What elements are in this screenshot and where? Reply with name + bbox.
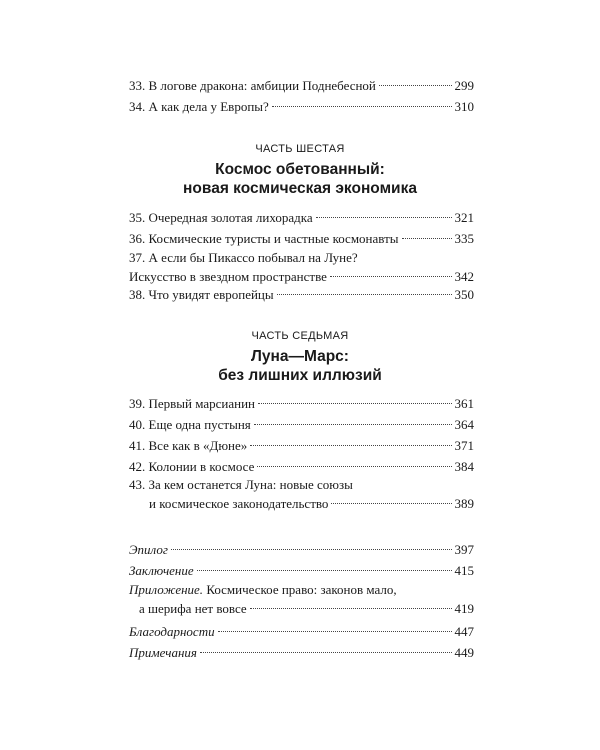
entry-title: 33. В логове дракона: амбиции Поднебесной	[129, 78, 376, 93]
page-number: 361	[454, 396, 474, 411]
entry-title: 37. А если бы Пикассо побывал на Луне?	[129, 250, 358, 265]
toc-entry	[129, 582, 474, 617]
part-title-line: новая космическая экономика	[183, 180, 417, 197]
toc-entry	[129, 210, 474, 226]
part-title	[0, 160, 600, 198]
toc-entry	[129, 231, 474, 247]
dot-leader	[402, 238, 452, 239]
dot-leader	[200, 652, 452, 653]
entry-title: 41. Все как в «Дюне»	[129, 438, 248, 453]
page-number: 415	[454, 563, 474, 578]
page-number: 299	[454, 78, 474, 93]
page-number: 384	[454, 459, 474, 474]
part-title	[0, 347, 600, 385]
entry-title: Эпилог	[129, 542, 168, 557]
page-number: 447	[454, 624, 474, 639]
entry-title: 40. Еще одна пустыня	[129, 417, 251, 432]
dot-leader	[171, 549, 452, 550]
page-number: 397	[454, 542, 474, 557]
dot-leader	[379, 85, 452, 86]
entry-title-continued: Искусство в звездном пространстве	[129, 269, 327, 284]
dot-leader	[218, 631, 452, 632]
dot-leader	[257, 466, 451, 467]
toc-entry	[129, 396, 474, 412]
toc-entry	[129, 78, 474, 94]
dot-leader	[254, 424, 452, 425]
entry-title: 43. За кем останется Луна: новые союзы	[129, 477, 353, 492]
part-label: ЧАСТЬ СЕДЬМАЯ	[251, 330, 349, 342]
entry-title: 38. Что увидят европейцы	[129, 287, 274, 302]
toc-entry	[129, 645, 474, 661]
entry-title	[129, 582, 397, 598]
toc-entry	[129, 459, 474, 475]
page-number: 371	[454, 438, 474, 453]
dot-leader	[330, 276, 452, 277]
page-number: 449	[454, 645, 474, 660]
part-label: ЧАСТЬ ШЕСТАЯ	[255, 143, 345, 155]
page-number: 389	[454, 496, 474, 511]
toc-entry	[129, 99, 474, 115]
page-number: 342	[454, 269, 474, 284]
part-title-line: Космос обетованный:	[215, 161, 385, 178]
entry-title: Заключение	[129, 563, 194, 578]
entry-title: 34. А как дела у Европы?	[129, 99, 269, 114]
entry-title: Примечания	[129, 645, 197, 660]
toc-entry	[129, 477, 474, 512]
toc-entry	[129, 563, 474, 579]
dot-leader	[250, 608, 452, 609]
entry-title-italic: Приложение.	[129, 582, 204, 597]
part-title-line: Луна—Марс:	[251, 348, 349, 365]
dot-leader	[197, 570, 452, 571]
toc-entry	[129, 287, 474, 303]
entry-title: 39. Первый марсианин	[129, 396, 256, 411]
page-number: 335	[454, 231, 474, 246]
toc-entry	[129, 624, 474, 640]
page-number: 364	[454, 417, 474, 432]
toc-entry	[129, 542, 474, 558]
dot-leader	[277, 294, 452, 295]
page-number: 419	[454, 601, 474, 616]
entry-title-rest: Космическое право: законов мало,	[203, 582, 397, 597]
page-number: 321	[454, 210, 474, 225]
dot-leader	[272, 106, 452, 107]
dot-leader	[258, 403, 451, 404]
entry-title: 42. Колонии в космосе	[129, 459, 255, 474]
entry-title: 35. Очередная золотая лихорадка	[129, 210, 313, 225]
entry-title-continued: а шерифа нет вовсе	[139, 601, 247, 616]
dot-leader	[331, 503, 451, 504]
page-number: 310	[454, 99, 474, 114]
toc-entry	[129, 250, 474, 285]
entry-title: 36. Космические туристы и частные космонавты	[129, 231, 399, 246]
page-number: 350	[454, 287, 474, 302]
entry-title-continued: и космическое законодательство	[149, 496, 329, 511]
dot-leader	[316, 217, 452, 218]
dot-leader	[250, 445, 451, 446]
entry-title: Благодарности	[129, 624, 215, 639]
toc-entry	[129, 438, 474, 454]
toc-entry	[129, 417, 474, 433]
part-title-line: без лишних иллюзий	[218, 367, 382, 384]
